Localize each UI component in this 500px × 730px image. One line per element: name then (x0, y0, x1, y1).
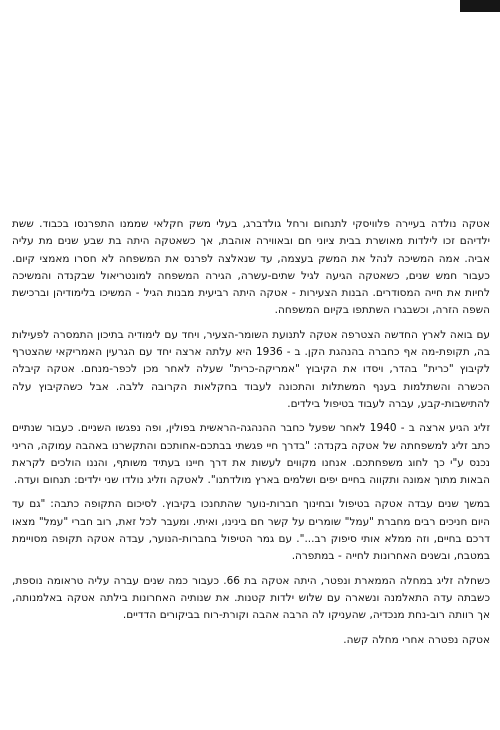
paragraph-death: אטקה נפטרה אחרי מחלה קשה. (343, 633, 490, 646)
paragraph-childhood: אטקה נולדה בעיירה פלוויסקי לתנחום ורחל גולדברג, בעלי משק חקלאי שממנו התפרנסו בכבוד. ששת ילדיהם זכו לילדות מאושרת בבית ציוני חם ובאווירה אוהבת, אך כשאטקה היתה בת שבע שנים מת עליה אביה. אמה המשיכה לנהל את המשק בעצמה, עד שנאלצה לפרנס את המשפחה לא חסרו מאמצי קיום. כעבור חמש שנים, כשאטקה הגיעה לגיל שתים-עשרה, הגירה המשפחה למונטריאול שבקנדה והמשיכה לחיות את חייה המסודרים. הבנות הצעירות - אטקה היתה רביעית מבנות הגיל - המשיכו בלימודיהן וברכישת השפה הזרה, וכשבגרו השתתפו בקיום המשפחה. (12, 218, 490, 317)
paragraph-marriage: זליג הגיע ארצה ב - 1940 לאחר שפעל כחבר ההנהגה-הראשית בפולין, ופה נפגשו השניים. כעבור שנתיים כתב זליג למשפחתה של אטקה בקנדה: "בדרך חיי פגשתי בבתכם-אחותכם והתקשרנו באהבה עמוקה, הריני נכנס ע"י כך לחוג משפחתכם. אנחנו מקווים לעשות את דרך חיינו בעתיד משותף, והננו הולכים לקראת הבאות מתוך אמונה ותקווה בחיים יפים ושלמים בארץ מולדתנו". לאטקה וזליג נולדו שני ילדים: תנחום ועדה. (12, 422, 491, 487)
paragraph-later-years: כשחלה זליג במחלה הממארת ונפטר, היתה אטקה בת 66. כעבור כמה שנים עברה עליה טראומה נוספת, כשבתה עדה התאלמנה ונשארה עם שלוש ילדות קטנות. את שנותיה האחרונות בילתה אטקה באלמנותה, אך רוותה רוב-נחת מנכדיה, שהעניקו לה הרבה אהבה וקורת-רוח בביקורים הדדיים. (12, 574, 491, 622)
paragraph-youth-movement: עם בואה לארץ החדשה הצטרפה אטקה לתנועת השומר-הצעיר, ויחד עם לימודיה בתיכון התמסרה לפעילות בה, תקופת-מה אף כחברה בהנהגת הקן. ב - 1936 היא עלתה ארצה יחד עם הגרעין האמריקאי שהצטרף לקיבוץ "כרית" בהדר, ויסדו את הקיבוץ "אמריקה-כרית" שעלה לאחר מכן לכפר-מנחם. אטקה קיבלה הכשרה והשתלמות בענף המשתלות והתכונה לעבוד בחקלאות הקרובה ללבה. אבל כשהקיבוץ עלה להתישבות-קבע, עברה לעבוד בטיפול בילדים. (12, 328, 490, 410)
memorial-text (0, 216, 500, 656)
page-corner-mark (460, 0, 500, 12)
paragraph-work: במשך שנים עבדה אטקה בטיפול ובחינוך חברות-נוער שהתחנכו בקיבוץ. לסיכום התקופה כתבה: "גם עד היום חניכים רבים מחברת "עמל" שומרים על קשר חם בינינו, ואיתי. ומעבר לכל זאת, רוב חברי "עמל" מצאו דרכם בחיים, וזה ממלא אותי סיפוק רב...". עם גמר הטיפול בחברות-הנוער, עבדה אטקה תקופה מסויימת במטבח, ובשנים האחרונות לחייה - במתפרה. (12, 498, 490, 563)
